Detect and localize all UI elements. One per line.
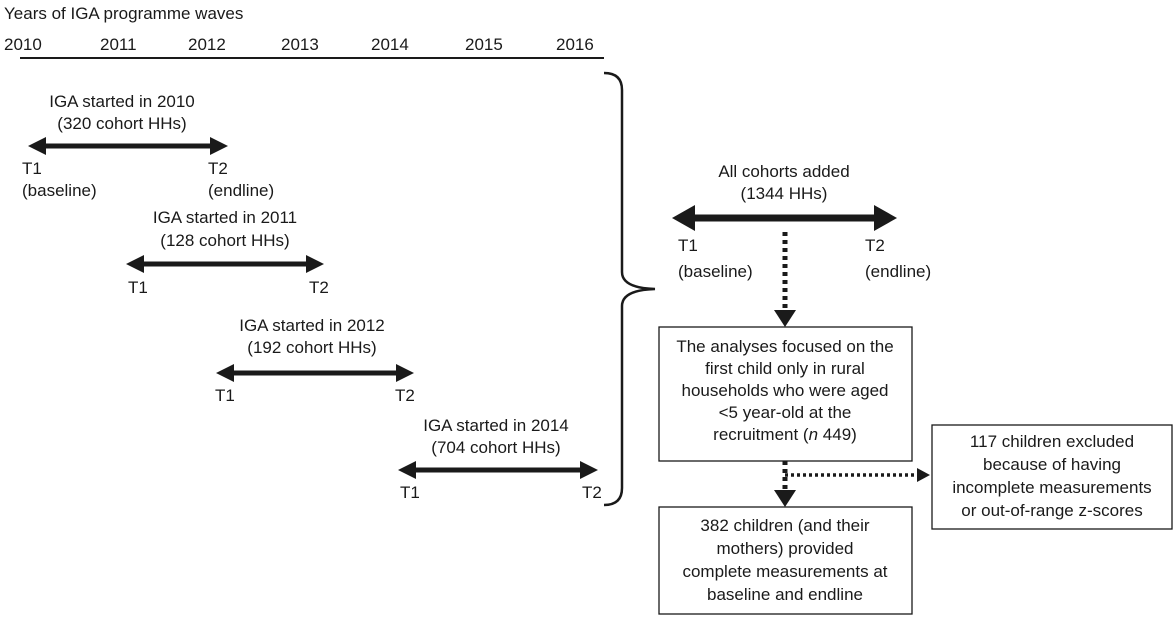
excluded-line-3: incomplete measurements bbox=[952, 478, 1152, 497]
focus-line-5-prefix: recruitment ( bbox=[713, 425, 809, 444]
wave-2011-t1: T1 bbox=[128, 278, 148, 297]
timeline-title: Years of IGA programme waves bbox=[4, 4, 244, 23]
year-label-2011: 2011 bbox=[100, 35, 137, 54]
final-line-2: mothers) provided bbox=[716, 539, 854, 558]
wave-2012-arrow bbox=[216, 364, 414, 382]
combined-title: All cohorts added bbox=[718, 162, 850, 181]
focus-line-4: <5 year-old at the bbox=[718, 403, 852, 422]
focus-line-5-suffix: 449) bbox=[818, 425, 857, 444]
final-line-4: baseline and endline bbox=[707, 585, 863, 604]
wave-2011-title: IGA started in 2011 bbox=[152, 208, 298, 227]
wave-2014-title: IGA started in 2014 bbox=[423, 416, 569, 435]
cohort-brace bbox=[604, 73, 655, 505]
wave-2012-title: IGA started in 2012 bbox=[239, 316, 385, 335]
wave-2014-t1: T1 bbox=[400, 483, 420, 502]
wave-2010-baseline: (baseline) bbox=[22, 181, 97, 200]
combined-count: (1344 HHs) bbox=[740, 184, 828, 203]
focus-to-excluded-arrow bbox=[785, 468, 930, 482]
final-line-1: 382 children (and their bbox=[700, 516, 870, 535]
combined-t1: T1 bbox=[678, 236, 698, 255]
excluded-line-2: because of having bbox=[983, 455, 1121, 474]
wave-2010-t2: T2 bbox=[208, 159, 228, 178]
wave-2011-count: (128 cohort HHs) bbox=[160, 231, 290, 250]
focus-to-final-arrow bbox=[774, 461, 796, 507]
focus-line-5 bbox=[713, 425, 857, 444]
final-line-3: complete measurements at bbox=[682, 562, 888, 581]
wave-2012-t1: T1 bbox=[215, 386, 235, 405]
focus-sample-n: n bbox=[808, 425, 819, 444]
wave-2010-count: (320 cohort HHs) bbox=[57, 114, 187, 133]
wave-2014-count: (704 cohort HHs) bbox=[431, 438, 561, 457]
wave-2010-title: IGA started in 2010 bbox=[49, 92, 195, 111]
wave-2011-t2: T2 bbox=[309, 278, 329, 297]
combined-baseline: (baseline) bbox=[678, 262, 753, 281]
year-label-2015: 2015 bbox=[465, 35, 503, 54]
wave-2014-t2: T2 bbox=[582, 483, 602, 502]
year-label-2010: 2010 bbox=[4, 35, 42, 54]
combined-arrow bbox=[672, 205, 897, 231]
excluded-line-1: 117 children excluded bbox=[969, 432, 1135, 451]
focus-line-2: first child only in rural bbox=[705, 359, 865, 378]
combined-t2: T2 bbox=[865, 236, 885, 255]
combined-endline: (endline) bbox=[865, 262, 932, 281]
year-label-2012: 2012 bbox=[188, 35, 226, 54]
wave-2010-endline: (endline) bbox=[208, 181, 275, 200]
focus-line-3: households who were aged bbox=[681, 381, 889, 400]
wave-2011-arrow bbox=[126, 255, 324, 273]
year-label-2016: 2016 bbox=[556, 35, 594, 54]
year-label-2013: 2013 bbox=[281, 35, 319, 54]
wave-2012-t2: T2 bbox=[395, 386, 415, 405]
wave-2010-t1: T1 bbox=[22, 159, 42, 178]
wave-2010-arrow bbox=[28, 137, 228, 155]
excluded-line-4: or out-of-range z-scores bbox=[961, 501, 1143, 520]
wave-2012-count: (192 cohort HHs) bbox=[247, 338, 377, 357]
wave-2014-arrow bbox=[398, 461, 598, 479]
focus-line-1: The analyses focused on the bbox=[676, 337, 894, 356]
year-label-2014: 2014 bbox=[371, 35, 409, 54]
combined-to-focus-arrow bbox=[774, 232, 796, 327]
